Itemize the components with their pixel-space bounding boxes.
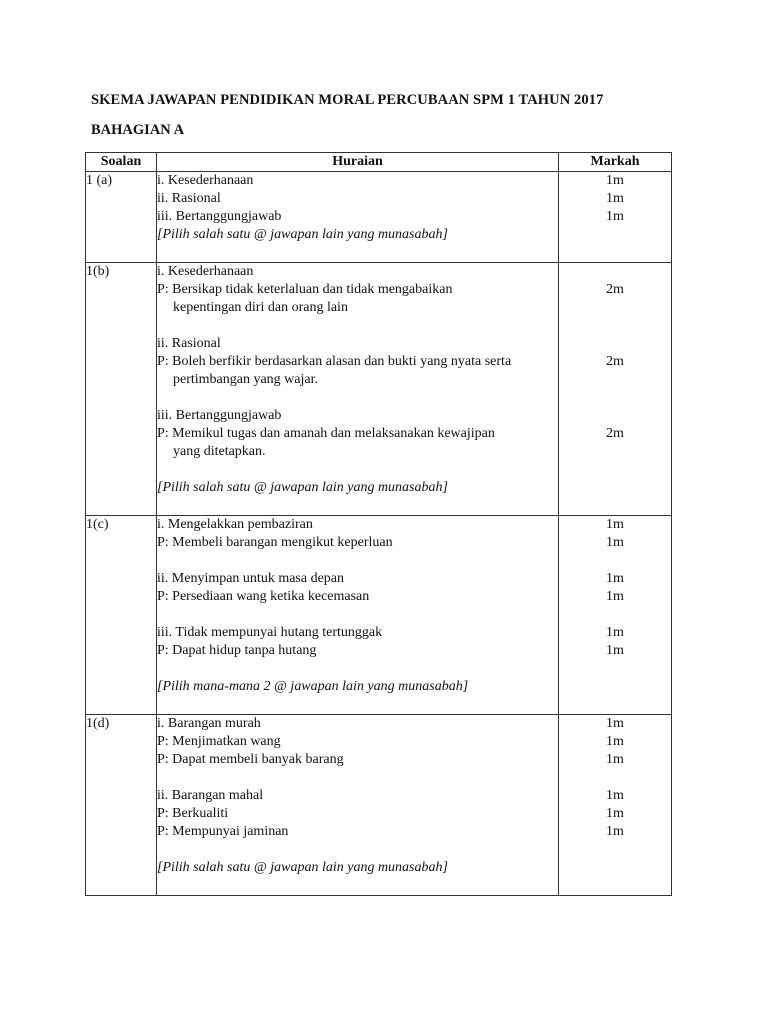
blank-line <box>157 389 558 407</box>
blank-mark <box>559 317 671 335</box>
blank-line <box>157 660 558 678</box>
answer-note: [Pilih mana-mana 2 @ jawapan lain yang munasabah] <box>157 679 469 694</box>
mark-value: 1m <box>606 209 624 224</box>
answer-note: [Pilih salah satu @ jawapan lain yang munasabah] <box>157 860 448 875</box>
mark-value: 1m <box>606 716 624 731</box>
blank-mark <box>559 552 671 570</box>
table-body <box>86 172 672 896</box>
answer-line: iii. Bertanggungjawab <box>157 209 282 224</box>
blank-line <box>157 552 558 570</box>
document-title: SKEMA JAWAPAN PENDIDIKAN MORAL PERCUBAAN SPM 1 TAHUN 2017 <box>91 92 604 108</box>
blank-mark <box>559 335 671 353</box>
mark-allocation <box>559 715 672 896</box>
blank-mark <box>559 660 671 678</box>
mark-value: 2m <box>606 282 624 297</box>
answer-description <box>157 715 559 896</box>
table-row <box>86 516 672 715</box>
mark-value: 1m <box>606 643 624 658</box>
answer-note: [Pilih salah satu @ jawapan lain yang munasabah] <box>157 227 448 242</box>
answer-description <box>157 263 559 516</box>
answer-line: P: Berkualiti <box>157 806 229 821</box>
mark-value: 1m <box>606 824 624 839</box>
mark-value: 1m <box>606 535 624 550</box>
answer-line: i. Kesederhanaan <box>157 173 254 188</box>
mark-allocation <box>559 172 672 263</box>
mark-value: 2m <box>606 354 624 369</box>
answer-line: i. Mengelakkan pembaziran <box>157 517 313 532</box>
blank-mark <box>559 407 671 425</box>
answer-line: ii. Rasional <box>157 191 221 206</box>
answer-line: P: Menjimatkan wang <box>157 734 281 749</box>
question-number: 1(d) <box>86 715 157 896</box>
blank-mark <box>559 769 671 787</box>
answer-line: iii. Bertanggungjawab <box>157 408 282 423</box>
answer-line: P: Persediaan wang ketika kecemasan <box>157 589 370 604</box>
mark-value: 1m <box>606 734 624 749</box>
answer-line: ii. Rasional <box>157 336 221 351</box>
blank-line <box>157 317 558 335</box>
question-number: 1 (a) <box>86 172 157 263</box>
answer-line: P: Boleh berfikir berdasarkan alasan dan bukti yang nyata serta <box>157 354 512 369</box>
mark-value: 2m <box>606 426 624 441</box>
blank-mark <box>559 389 671 407</box>
blank-mark <box>559 461 671 479</box>
table-header-row <box>86 153 672 172</box>
answer-note: [Pilih salah satu @ jawapan lain yang munasabah] <box>157 480 448 495</box>
answer-line: pertimbangan yang wajar. <box>173 372 319 387</box>
blank-mark <box>559 226 671 244</box>
blank-mark <box>559 299 671 317</box>
blank-mark <box>559 606 671 624</box>
blank-mark <box>559 696 671 714</box>
answer-line: i. Barangan murah <box>157 716 261 731</box>
question-number: 1(c) <box>86 516 157 715</box>
blank-line <box>157 769 558 787</box>
blank-mark <box>559 859 671 877</box>
answer-line: ii. Barangan mahal <box>157 788 264 803</box>
answer-line: i. Kesederhanaan <box>157 264 254 279</box>
answer-line: P: Memikul tugas dan amanah dan melaksanakan kewajipan <box>157 426 495 441</box>
blank-line <box>157 606 558 624</box>
blank-mark <box>559 443 671 461</box>
mark-value: 1m <box>606 517 624 532</box>
blank-line <box>157 497 558 515</box>
section-heading: BAHAGIAN A <box>91 122 185 138</box>
table-row <box>86 263 672 516</box>
header-markah: Markah <box>559 153 672 172</box>
answer-line: P: Mempunyai jaminan <box>157 824 289 839</box>
answer-scheme-table <box>85 152 672 896</box>
answer-line: P: Dapat hidup tanpa hutang <box>157 643 317 658</box>
mark-value: 1m <box>606 191 624 206</box>
mark-value: 1m <box>606 625 624 640</box>
blank-mark <box>559 263 671 281</box>
question-number: 1(b) <box>86 263 157 516</box>
header-soalan: Soalan <box>86 153 157 172</box>
mark-value: 1m <box>606 571 624 586</box>
answer-line: yang ditetapkan. <box>173 444 266 459</box>
blank-mark <box>559 371 671 389</box>
mark-value: 1m <box>606 806 624 821</box>
blank-mark <box>559 244 671 262</box>
blank-line <box>157 877 558 895</box>
answer-line: ii. Menyimpan untuk masa depan <box>157 571 345 586</box>
blank-mark <box>559 877 671 895</box>
table-row <box>86 715 672 896</box>
mark-allocation <box>559 516 672 715</box>
header-huraian: Huraian <box>157 153 559 172</box>
blank-mark <box>559 841 671 859</box>
mark-allocation <box>559 263 672 516</box>
blank-line <box>157 841 558 859</box>
mark-value: 1m <box>606 173 624 188</box>
blank-line <box>157 461 558 479</box>
blank-line <box>157 244 558 262</box>
blank-line <box>157 696 558 714</box>
answer-line: P: Membeli barangan mengikut keperluan <box>157 535 393 550</box>
answer-line: P: Dapat membeli banyak barang <box>157 752 344 767</box>
mark-value: 1m <box>606 589 624 604</box>
answer-description <box>157 516 559 715</box>
mark-value: 1m <box>606 788 624 803</box>
mark-value: 1m <box>606 752 624 767</box>
blank-mark <box>559 479 671 497</box>
answer-description <box>157 172 559 263</box>
answer-line: iii. Tidak mempunyai hutang tertunggak <box>157 625 383 640</box>
blank-mark <box>559 678 671 696</box>
answer-line: kepentingan diri dan orang lain <box>173 300 348 315</box>
table-row <box>86 172 672 263</box>
answer-line: P: Bersikap tidak keterlaluan dan tidak mengabaikan <box>157 282 453 297</box>
blank-mark <box>559 497 671 515</box>
